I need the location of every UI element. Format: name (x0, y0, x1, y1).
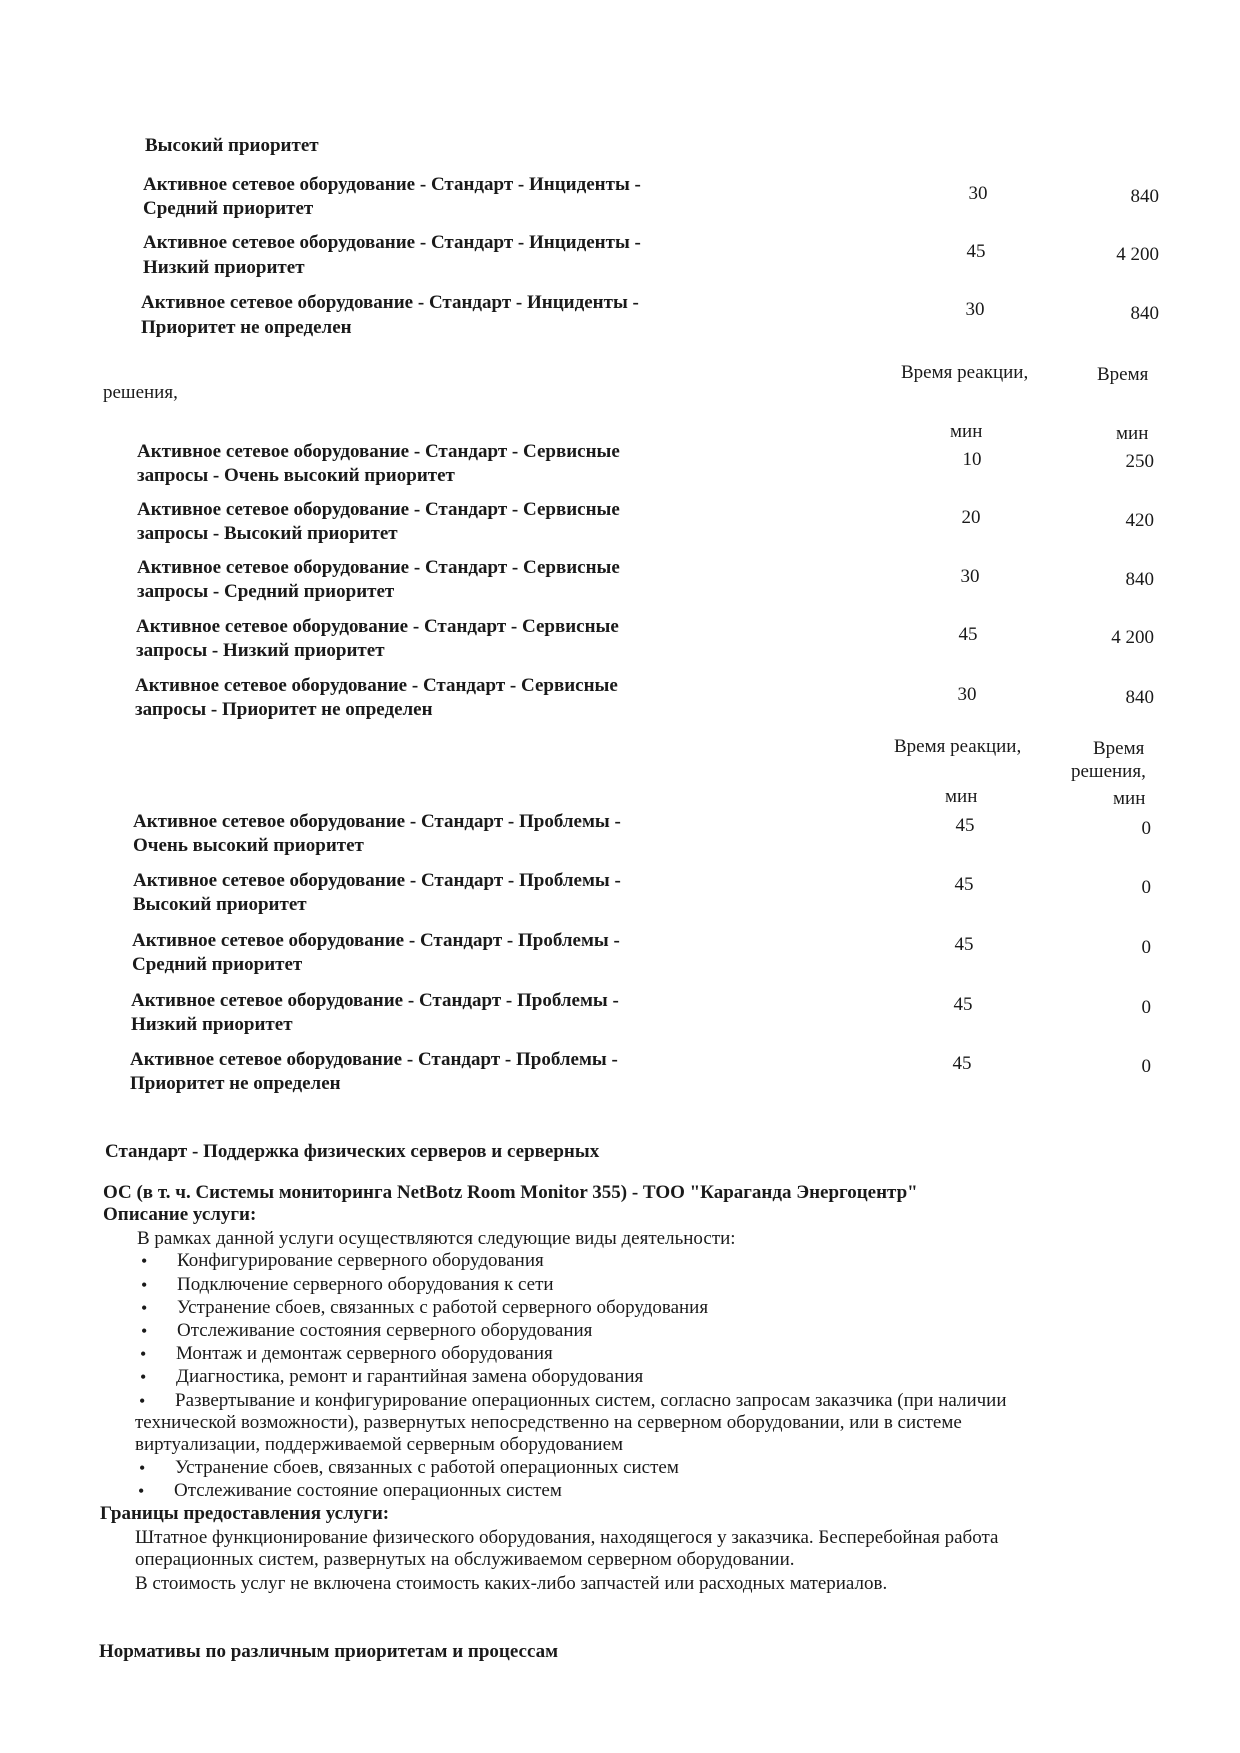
row-label-fragment: Высокий приоритет (145, 135, 319, 156)
list-item: • Монтаж и демонтаж серверного оборудования (140, 1343, 553, 1364)
row-label-line1: Активное сетевое оборудование - Стандарт - Сервисные (136, 616, 619, 637)
row-label-line2: Высокий приоритет (133, 894, 307, 915)
row-label-line2: Приоритет не определен (130, 1073, 341, 1094)
resolution-time-value: 250 (1125, 451, 1154, 472)
resolution-time-value: 0 (1141, 818, 1151, 839)
row-label-line2: Низкий приоритет (131, 1014, 293, 1035)
service-title-line2: ОС (в т. ч. Системы мониторинга NetBotz Room Monitor 355) - ТОО "Караганда Энергоцентр" (103, 1182, 918, 1203)
resolution-time-value: 840 (1130, 303, 1159, 324)
row-label-line1: Активное сетевое оборудование - Стандарт - Сервисные (135, 675, 618, 696)
column-header-resolution: Время (1093, 738, 1145, 759)
row-label-line1: Активное сетевое оборудование - Стандарт - Проблемы - (133, 811, 621, 832)
list-item: • Диагностика, ремонт и гарантийная замена оборудования (140, 1366, 644, 1387)
row-label-line2: Очень высокий приоритет (133, 835, 364, 856)
bullet-icon: • (140, 1344, 147, 1364)
row-label-line1: Активное сетевое оборудование - Стандарт - Сервисные (137, 441, 620, 462)
column-header-reaction: Время реакции, (894, 736, 1022, 757)
bullet-icon: • (138, 1481, 145, 1501)
row-label-line1: Активное сетевое оборудование - Стандарт - Сервисные (137, 557, 620, 578)
reaction-time-value: 30 (968, 183, 988, 204)
service-title-line1: Стандарт - Поддержка физических серверов и серверных (105, 1141, 600, 1162)
unit-resolution: мин (1113, 788, 1146, 809)
row-label-line2: Приоритет не определен (141, 317, 352, 338)
unit-reaction: мин (950, 421, 983, 442)
description-heading: Описание услуги: (103, 1204, 257, 1225)
row-label-line2: запросы - Низкий приоритет (136, 640, 385, 661)
row-label-line2: запросы - Очень высокий приоритет (137, 465, 455, 486)
column-header-resolution: Время (1097, 364, 1149, 385)
resolution-time-value: 4 200 (1116, 244, 1159, 265)
reaction-time-value: 20 (961, 507, 981, 528)
row-label-line2: Низкий приоритет (143, 257, 305, 278)
list-item: • Развертывание и конфигурирование операционных систем, согласно запросам заказчика (при наличии (139, 1390, 1007, 1411)
reaction-time-value: 45 (954, 874, 974, 895)
row-label-line1: Активное сетевое оборудование - Стандарт - Проблемы - (133, 870, 621, 891)
reaction-time-value: 45 (954, 934, 974, 955)
list-item-continuation: виртуализации, поддерживаемой серверным оборудованием (135, 1434, 624, 1455)
bounds-text-line1: Штатное функционирование физического оборудования, находящегося у заказчика. Бесперебойная работа (135, 1527, 999, 1548)
resolution-time-value: 840 (1125, 569, 1154, 590)
reaction-time-value: 45 (953, 994, 973, 1015)
row-label-line2: запросы - Средний приоритет (137, 581, 395, 602)
reaction-time-value: 45 (952, 1053, 972, 1074)
bounds-text-line2: операционных систем, развернутых на обслуживаемом серверном оборудовании. (135, 1549, 795, 1570)
list-item: • Отслеживание состояния серверного оборудования (141, 1320, 593, 1341)
bounds-heading: Границы предоставления услуги: (100, 1503, 390, 1524)
list-item: • Отслеживание состояние операционных систем (138, 1480, 562, 1501)
resolution-time-value: 4 200 (1111, 627, 1154, 648)
row-label-line2: Средний приоритет (143, 198, 314, 219)
row-label-line2: запросы - Приоритет не определен (135, 699, 433, 720)
resolution-time-value: 420 (1125, 510, 1154, 531)
bullet-icon: • (139, 1391, 146, 1411)
row-label-line1: Активное сетевое оборудование - Стандарт - Инциденты - (141, 292, 639, 313)
resolution-time-value: 0 (1141, 997, 1151, 1018)
list-item: • Устранение сбоев, связанных с работой серверного оборудования (141, 1297, 709, 1318)
resolution-time-value: 0 (1141, 937, 1151, 958)
reaction-time-value: 45 (955, 815, 975, 836)
reaction-time-value: 45 (958, 624, 978, 645)
bullet-icon: • (141, 1251, 148, 1271)
list-item: • Устранение сбоев, связанных с работой операционных систем (139, 1457, 679, 1478)
reaction-time-value: 30 (957, 684, 977, 705)
bullet-icon: • (139, 1458, 146, 1478)
row-label-line2: запросы - Высокий приоритет (137, 523, 398, 544)
resolution-time-value: 840 (1125, 687, 1154, 708)
unit-reaction: мин (945, 786, 978, 807)
reaction-time-value: 45 (966, 241, 986, 262)
bullet-icon: • (141, 1298, 148, 1318)
reaction-time-value: 10 (962, 449, 982, 470)
bullet-icon: • (140, 1367, 147, 1387)
row-label-line1: Активное сетевое оборудование - Стандарт - Проблемы - (130, 1049, 618, 1070)
row-label-line1: Активное сетевое оборудование - Стандарт - Инциденты - (143, 232, 641, 253)
row-label-line1: Активное сетевое оборудование - Стандарт - Сервисные (137, 499, 620, 520)
resolution-time-value: 0 (1141, 1056, 1151, 1077)
description-intro: В рамках данной услуги осуществляются следующие виды деятельности: (137, 1228, 736, 1249)
list-item-continuation: технической возможности), развернутых непосредственно на серверном оборудовании, или в системе (135, 1412, 962, 1433)
bullet-icon: • (141, 1321, 148, 1341)
column-header-resolution-cont: решения, (103, 382, 178, 403)
row-label-line1: Активное сетевое оборудование - Стандарт - Проблемы - (132, 930, 620, 951)
unit-resolution: мин (1116, 423, 1149, 444)
reaction-time-value: 30 (965, 299, 985, 320)
reaction-time-value: 30 (960, 566, 980, 587)
bullet-icon: • (141, 1275, 148, 1295)
column-header-reaction: Время реакции, (901, 362, 1029, 383)
list-item: • Подключение серверного оборудования к сети (141, 1274, 554, 1295)
bounds-text-line3: В стоимость услуг не включена стоимость каких-либо запчастей или расходных материалов. (135, 1573, 888, 1594)
resolution-time-value: 840 (1130, 186, 1159, 207)
row-label-line2: Средний приоритет (132, 954, 303, 975)
resolution-time-value: 0 (1141, 877, 1151, 898)
row-label-line1: Активное сетевое оборудование - Стандарт - Проблемы - (131, 990, 619, 1011)
list-item: • Конфигурирование серверного оборудования (141, 1250, 544, 1271)
row-label-line1: Активное сетевое оборудование - Стандарт - Инциденты - (143, 174, 641, 195)
column-header-resolution-cont: решения, (1071, 761, 1146, 782)
norms-heading: Нормативы по различным приоритетам и процессам (99, 1641, 559, 1662)
